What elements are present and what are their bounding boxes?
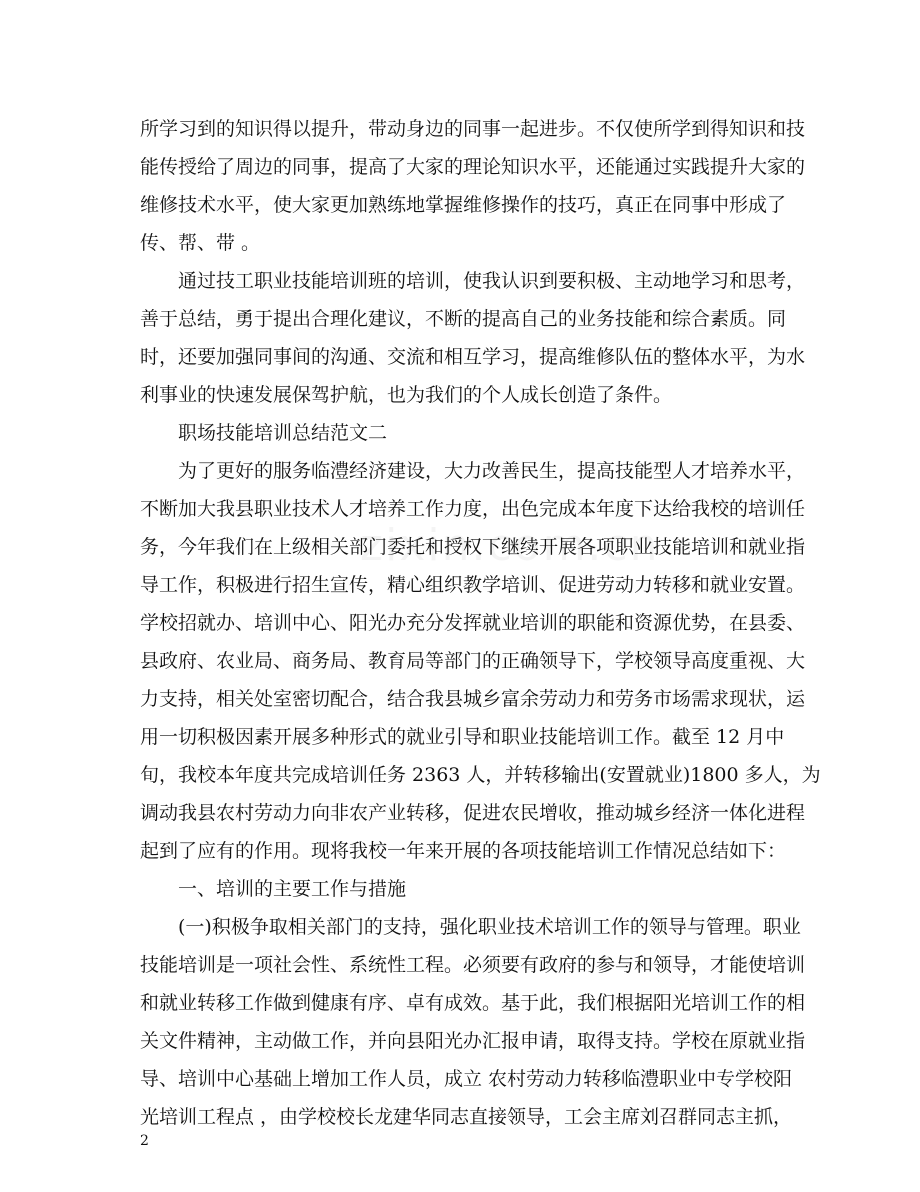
paragraph-first-line: 通过技工职业技能培训班的培训，使我认识到要积极、主动地学习和思考， xyxy=(178,270,806,292)
text-line: 旬，我校本年度共完成培训任务 2363 人，并转移输出(安置就业)1800 多人，为 xyxy=(140,764,821,786)
text-line: 传、帮、带 。 xyxy=(140,232,261,254)
text-line: 导、培训中心基础上增加工作人员，成立 农村劳动力转移临澧职业中专学校阳 xyxy=(140,1068,793,1090)
text-line: 不断加大我县职业技术人才培养工作力度，出色完成本年度下达给我校的培训任 xyxy=(140,498,806,520)
text-line: 善于总结，勇于提出合理化建议，不断的提高自己的业务技能和综合素质。同 xyxy=(140,308,787,330)
text-line: 关文件精神，主动做工作，并向县阳光办汇报申请，取得支持。学校在原就业指 xyxy=(140,1030,806,1052)
text-line: 务，今年我们在上级相关部门委托和授权下继续开展各项职业技能培训和就业指 xyxy=(140,536,806,558)
text-line: 学校招就办、培训中心、阳光办充分发挥就业培训的职能和资源优势，在县委、 xyxy=(140,612,806,634)
text-line: 所学习到的知识得以提升，带动身边的同事一起进步。不仅使所学到得知识和技 xyxy=(140,118,806,140)
section-heading: 职场技能培训总结范文二 xyxy=(178,422,388,444)
text-line: 起到了应有的作用。现将我校一年来开展的各项技能培训工作情况总结如下： xyxy=(140,840,787,862)
text-line: 维修技术水平，使大家更加熟练地掌握维修操作的技巧，真正在同事中形成了 xyxy=(140,194,787,216)
text-line: 时，还要加强同事间的沟通、交流和相互学习，提高维修队伍的整体水平，为水 xyxy=(140,346,806,368)
text-line: 光培训工程点 ，由学校校长龙建华同志直接领导，工会主席刘召群同志主抓， xyxy=(140,1106,793,1128)
paragraph-first-line: 为了更好的服务临澧经济建设，大力改善民生，提高技能型人才培养水平， xyxy=(178,460,806,482)
text-line: 调动我县农村劳动力向非农产业转移，促进农民增收，推动城乡经济一体化进程 xyxy=(140,802,806,824)
section-heading: 一、培训的主要工作与措施 xyxy=(178,878,407,900)
text-line: 用一切积极因素开展多种形式的就业引导和职业技能培训工作。截至 12 月中 xyxy=(140,726,785,748)
text-line: 县政府、农业局、商务局、教育局等部门的正确领导下，学校领导高度重视、大 xyxy=(140,650,806,672)
text-line: 能传授给了周边的同事，提高了大家的理论知识水平，还能通过实践提升大家的 xyxy=(140,156,806,178)
text-line: 技能培训是一项社会性、系统性工程。必须要有政府的参与和领导，才能使培训 xyxy=(140,954,806,976)
text-line: 利事业的快速发展保驾护航，也为我们的个人成长创造了条件。 xyxy=(140,384,673,406)
text-line: 导工作，积极进行招生宣传，精心组织教学培训、促进劳动力转移和就业安置。 xyxy=(140,574,806,596)
page-number: 2 xyxy=(140,1133,149,1149)
text-line: 和就业转移工作做到健康有序、卓有成效。基于此，我们根据阳光培训工作的相 xyxy=(140,992,806,1014)
text-line: 力支持，相关处室密切配合，结合我县城乡富余劳动力和劳务市场需求现状，运 xyxy=(140,688,806,710)
paragraph-first-line: (一)积极争取相关部门的支持，强化职业技术培训工作的领导与管理。职业 xyxy=(178,916,801,938)
